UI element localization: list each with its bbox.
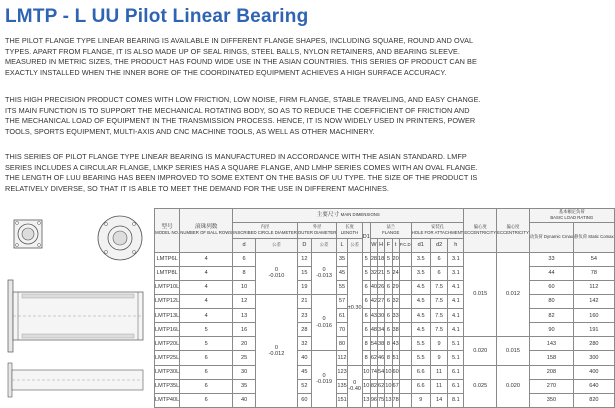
hole-d1-cell: 6.6 (411, 365, 430, 379)
length-cell: 45 (337, 266, 347, 280)
dynamic-load-cell: 350 (529, 393, 573, 407)
hole-h-cell: 4.1 (448, 295, 464, 309)
H-header: H (378, 238, 385, 252)
inner-diameter-cell: 35 (233, 379, 256, 393)
flange-w-cell: 96 (370, 393, 377, 407)
model-cell: LMTP25L (155, 351, 180, 365)
flange-t-cell: 29 (392, 281, 399, 295)
flange-t-cell: 78 (392, 393, 399, 407)
outer-diameter-cell: 40 (297, 351, 311, 365)
square-flange-bearing-drawing (98, 216, 142, 260)
inner-diameter-cell: 8 (233, 266, 256, 280)
balls-cell: 6 (180, 379, 233, 393)
hole-d2-cell: 7.5 (430, 281, 448, 295)
hole-header: 安装孔 HOLE FOR ATTACHMENT (411, 222, 464, 238)
flange-d1-cell: 10 (362, 379, 370, 393)
length-cell: 35 (337, 252, 347, 266)
d-header: d (233, 238, 256, 252)
L-header: L (337, 238, 347, 252)
flange-h-cell: 54 (378, 365, 385, 379)
model-cell: LMTP8L (155, 266, 180, 280)
table-row (155, 295, 615, 309)
pcd-cell (399, 281, 411, 295)
flange-f-cell: 10 (385, 379, 392, 393)
flange-t-cell: 20 (392, 252, 399, 266)
flange-d1-cell: 8 (362, 351, 370, 365)
outer-tol-cell: 0 -0.019 (311, 351, 337, 407)
flange-w-cell: 32 (370, 266, 377, 280)
dynamic-load-cell: 82 (529, 309, 573, 323)
hole-h-cell: 6.1 (448, 379, 464, 393)
table-row (155, 379, 615, 393)
outer-diameter-cell: 52 (297, 379, 311, 393)
static-load-cell: 191 (574, 323, 615, 337)
balls-cell: 6 (180, 351, 233, 365)
balls-header: 滚珠列数 NUMBER OF BALL ROWS (180, 209, 233, 253)
inner-diameter-cell: 40 (233, 393, 256, 407)
hole-d2-cell: 7.5 (430, 295, 448, 309)
hole-h-cell: 4.1 (448, 281, 464, 295)
ecc-b-cell: 0.020 (497, 365, 530, 407)
pcd-cell (399, 323, 411, 337)
length-cell: 70 (337, 323, 347, 337)
bearing-drawings (2, 208, 152, 404)
inner-header: 内径 INSCRIBED CIRCLE DIAMETER (233, 222, 298, 238)
static-load-cell: 142 (574, 295, 615, 309)
balls-cell: 4 (180, 281, 233, 295)
dynamic-load-cell: 90 (529, 323, 573, 337)
flange-w-cell: 40 (370, 281, 377, 295)
hole-d1-cell: 4.5 (411, 281, 430, 295)
table-row (155, 252, 615, 266)
outer-diameter-cell: 21 (297, 295, 311, 309)
hole-h-cell: 8.1 (448, 393, 464, 407)
flange-h-cell: 21 (378, 266, 385, 280)
inner-diameter-cell: 12 (233, 295, 256, 309)
hole-d2-cell: 9 (430, 337, 448, 351)
ecc-b-header: 偏心度 ECCENTRICITY (497, 209, 530, 253)
pcd-cell (399, 309, 411, 323)
table-row (155, 365, 615, 379)
flange-header: 法兰 FLANGE (370, 222, 411, 238)
balls-cell: 4 (180, 309, 233, 323)
inner-diameter-cell: 6 (233, 252, 256, 266)
dynamic-load-cell: 143 (529, 337, 573, 351)
spec-table-body (155, 252, 615, 407)
length-cell: 123 (337, 365, 347, 379)
static-load-cell: 280 (574, 337, 615, 351)
flange-h-cell: 75 (378, 393, 385, 407)
dynamic-load-cell: 270 (529, 379, 573, 393)
model-cell: LMTP6L (155, 252, 180, 266)
static-load-cell: 78 (574, 266, 615, 280)
pcd-header: P.C.D (399, 238, 411, 252)
W-header: W (370, 238, 377, 252)
hole-d1-cell: 9 (411, 393, 430, 407)
flange-f-cell: 6 (385, 309, 392, 323)
length-tol-cell: ±0.30 (347, 252, 362, 365)
length-tol-cell: 0 -0.40 (347, 365, 362, 407)
dynamic-load-cell: 44 (529, 266, 573, 280)
flange-d1-cell: 13 (362, 393, 370, 407)
F-header: F (385, 238, 392, 252)
hole-d2-cell: 11 (430, 365, 448, 379)
flange-f-cell: 8 (385, 351, 392, 365)
features-paragraph: THIS HIGH PRECISION PRODUCT COMES WITH LOW FRICTION, LOW NOISE, FIRM FLANGE, STABLE TRAVELING, AND EASY CHANGE. ITS MAIN FUNCTION IS TO SUPPORT THE MECHANICAL ROTATING BODY, SO AS TO REDUCE THE COEFFICIENT OF FRICTION AND THE MECHANICAL LOAD OF EQUIPMENT IN THE TRANSMISSION PROCESS. HENCE, IT IS NOW WIDELY USED IN PRINTERS, POWER TOOLS, SPORTS EQUIPMENT, MULTI-AXIS AND CNC MACHINE TOOLS, AS WELL AS OTHER MACHINERY. (5, 95, 481, 136)
hole-d2-cell: 6 (430, 266, 448, 280)
hole-d1-cell: 4.5 (411, 323, 430, 337)
flange-d1-cell: 10 (362, 365, 370, 379)
flange-h-cell: 62 (378, 379, 385, 393)
table-row (155, 323, 615, 337)
model-cell: LMTP20L (155, 337, 180, 351)
length-cell: 112 (337, 351, 347, 365)
flange-t-cell: 43 (392, 337, 399, 351)
flange-d1-cell: 5 (362, 266, 370, 280)
model-cell: LMTP12L (155, 295, 180, 309)
load-header: 基本额定负荷 BASIC LOAD RATING (529, 209, 614, 223)
outer-diameter-cell: 60 (297, 393, 311, 407)
series-paragraph: THIS SERIES OF PILOT FLANGE TYPE LINEAR BEARING IS MANUFACTURED IN ACCORDANCE WITH THE ASIAN STANDARD. LMFP SERIES INCLUDES A CIRCULAR FLANGE, LMKP SERIES HAS A SQUARE FLANGE, AND LMHP SERIES COMES WITH AN OVAL FLANGE. THE LENGTH OF LUU BEARING HAS BEEN IMPROVED TO SOME EXTENT ON THE BASIS OF UU TYPE. THE SIZE OF THE PRODUCT IS RELATIVELY DIVERSE, SO THAT IT IS ABLE TO MEET THE DEMAND FOR THE USE IN DIFFERENT MACHINES. (5, 152, 478, 193)
hole-d1-cell: 3.5 (411, 252, 430, 266)
d-tol-header: 公差 (256, 238, 298, 252)
static-load-cell: 820 (574, 393, 615, 407)
t-header: t (392, 238, 399, 252)
dynamic-load-cell: 60 (529, 281, 573, 295)
hole-d2-cell: 6 (430, 252, 448, 266)
flange-d1-cell: 5 (362, 252, 370, 266)
d1-header: d1 (411, 238, 430, 252)
outer-diameter-cell: 15 (297, 266, 311, 280)
hole-h-cell: 5.1 (448, 337, 464, 351)
balls-cell: 4 (180, 266, 233, 280)
flange-w-cell: 54 (370, 337, 377, 351)
flange-t-cell: 33 (392, 309, 399, 323)
ecc-cell: 0.015 (464, 252, 497, 337)
stat-header: 静负荷 Static Comax (574, 222, 615, 252)
inner-tol-cell: 0 -0.010 (256, 252, 298, 294)
model-header: 型号 MODEL NO. (155, 209, 180, 253)
pcd-cell (399, 379, 411, 393)
hole-d2-cell: 7.5 (430, 309, 448, 323)
dyn-header: 动负荷 Dynamic Cmax (529, 222, 573, 252)
table-row (155, 309, 615, 323)
hole-d1-cell: 4.5 (411, 295, 430, 309)
balls-cell: 6 (180, 393, 233, 407)
inner-tol-cell: 0 -0.012 (256, 295, 298, 408)
ecc-cell: 0.020 (464, 337, 497, 365)
ecc-b-cell: 0.012 (497, 252, 530, 337)
flange-t-cell: 67 (392, 379, 399, 393)
flange-f-cell: 5 (385, 266, 392, 280)
flange-t-cell: 24 (392, 266, 399, 280)
outer-diameter-cell: 19 (297, 281, 311, 295)
hole-d1-cell: 6.6 (411, 379, 430, 393)
flange-w-cell: 42 (370, 295, 377, 309)
flange-w-cell: 43 (370, 309, 377, 323)
hole-h-cell: 5.1 (448, 351, 464, 365)
flange-w-cell: 74 (370, 365, 377, 379)
L-tol-header: 公差 (347, 238, 362, 252)
outer-diameter-cell: 12 (297, 252, 311, 266)
outer-diameter-cell: 32 (297, 337, 311, 351)
flange-d1-cell: 6 (362, 323, 370, 337)
flange-h-cell: 46 (378, 351, 385, 365)
flange-t-cell: 51 (392, 351, 399, 365)
flange-f-cell: 8 (385, 337, 392, 351)
flange-d1-cell: 8 (362, 337, 370, 351)
round-flange-bearing-drawing (14, 220, 42, 248)
static-load-cell: 640 (574, 379, 615, 393)
outer-tol-cell: 0 -0.013 (311, 252, 337, 294)
dynamic-load-cell: 208 (529, 365, 573, 379)
spec-table (154, 208, 615, 408)
pcd-cell (399, 266, 411, 280)
dynamic-load-cell: 33 (529, 252, 573, 266)
balls-cell: 4 (180, 295, 233, 309)
hole-h-cell: 4.1 (448, 323, 464, 337)
inner-diameter-cell: 16 (233, 323, 256, 337)
flange-d1-cell: 6 (362, 295, 370, 309)
main-dims-header: 主要尺寸 MAIN DIMENSIONS (233, 209, 464, 223)
length-cell: 151 (337, 393, 347, 407)
flange-t-cell: 60 (392, 365, 399, 379)
flange-h-cell: 38 (378, 337, 385, 351)
flange-f-cell: 6 (385, 323, 392, 337)
flange-w-cell: 82 (370, 379, 377, 393)
outer-diameter-cell: 45 (297, 365, 311, 379)
table-row (155, 266, 615, 280)
bearing-side-view-drawing (8, 280, 143, 352)
balls-cell: 5 (180, 337, 233, 351)
ecc-header: 偏心度 ECCENTRICITY (464, 209, 497, 253)
table-row (155, 351, 615, 365)
length-cell: 57 (337, 295, 347, 309)
inner-diameter-cell: 10 (233, 281, 256, 295)
inner-diameter-cell: 13 (233, 309, 256, 323)
d2-header: d2 (430, 238, 448, 252)
pcd-cell (399, 351, 411, 365)
hole-d1-cell: 5.5 (411, 337, 430, 351)
outer-tol-cell: 0 -0.016 (311, 295, 337, 351)
static-load-cell: 400 (574, 365, 615, 379)
dynamic-load-cell: 158 (529, 351, 573, 365)
static-load-cell: 112 (574, 281, 615, 295)
flange-h-cell: 18 (378, 252, 385, 266)
dynamic-load-cell: 80 (529, 295, 573, 309)
flange-f-cell: 10 (385, 365, 392, 379)
flange-f-cell: 6 (385, 281, 392, 295)
hole-d2-cell: 14 (430, 393, 448, 407)
flange-w-cell: 62 (370, 351, 377, 365)
model-cell: LMTP35L (155, 379, 180, 393)
hole-d1-cell: 4.5 (411, 309, 430, 323)
outer-header: 外径 OUTER DIAMETER (297, 222, 336, 238)
static-load-cell: 160 (574, 309, 615, 323)
h-header: h (448, 238, 464, 252)
model-cell: LMTP10L (155, 281, 180, 295)
length-cell: 80 (337, 337, 347, 351)
outer-diameter-cell: 23 (297, 309, 311, 323)
hole-d2-cell: 11 (430, 379, 448, 393)
inner-diameter-cell: 25 (233, 351, 256, 365)
ecc-cell: 0.025 (464, 365, 497, 407)
model-cell: LMTP16L (155, 323, 180, 337)
flange-h-cell: 27 (378, 295, 385, 309)
flange-f-cell: 6 (385, 295, 392, 309)
ecc-b-cell: 0.015 (497, 337, 530, 365)
page-title: LMTP - L UU Pilot Linear Bearing (5, 6, 309, 27)
intro-paragraph: THE PILOT FLANGE TYPE LINEAR BEARING IS AVAILABLE IN DIFFERENT FLANGE SHAPES, INCLUDING SQUARE, ROUND AND OVAL TYPES. APART FROM FLANGE, IT IS ALSO MADE UP OF SEAL RINGS, STEEL BALLS, NYLON RETAINERS, AND BEARING SLEEVE. MEASURED IN METRIC SIZES, THE PRODUCT HAS FOUND WIDE USE IN THE ASIAN COUNTRIES. THIS SERIES OF PRODUCT CAN BE EXACTLY INSTALLED WHEN THE INNER BORE OF THE COORDINATED EQUIPMENT ACHIEVES A HIGH SURFACE ACCURACY. (5, 36, 477, 77)
flange-h-cell: 30 (378, 309, 385, 323)
flange-t-cell: 38 (392, 323, 399, 337)
outer-diameter-cell: 28 (297, 323, 311, 337)
model-cell: LMTP13L (155, 309, 180, 323)
pcd-cell (399, 393, 411, 407)
flange-h-cell: 26 (378, 281, 385, 295)
D-header: D (297, 238, 311, 252)
balls-cell: 6 (180, 365, 233, 379)
flange-f-cell: 13 (385, 393, 392, 407)
hole-h-cell: 3.1 (448, 266, 464, 280)
balls-cell: 5 (180, 323, 233, 337)
hole-d2-cell: 9 (430, 351, 448, 365)
flange-w-cell: 28 (370, 252, 377, 266)
hole-d2-cell: 7.5 (430, 323, 448, 337)
pcd-cell (399, 252, 411, 266)
static-load-cell: 54 (574, 252, 615, 266)
d1-col-header: D1 (362, 222, 370, 252)
hole-h-cell: 6.1 (448, 365, 464, 379)
pcd-cell (399, 337, 411, 351)
length-cell: 135 (337, 379, 347, 393)
hole-d1-cell: 3.5 (411, 266, 430, 280)
bearing-section-drawing (8, 363, 143, 397)
D-tol-header: 公差 (311, 238, 337, 252)
flange-h-cell: 34 (378, 323, 385, 337)
length-cell: 55 (337, 281, 347, 295)
table-row (155, 281, 615, 295)
flange-t-cell: 32 (392, 295, 399, 309)
flange-d1-cell: 6 (362, 281, 370, 295)
static-load-cell: 300 (574, 351, 615, 365)
length-header: 长度 LENGTH (337, 222, 362, 238)
hole-h-cell: 4.1 (448, 309, 464, 323)
pcd-cell (399, 295, 411, 309)
model-cell: LMTP40L (155, 393, 180, 407)
model-cell: LMTP30L (155, 365, 180, 379)
flange-w-cell: 48 (370, 323, 377, 337)
hole-h-cell: 3.1 (448, 252, 464, 266)
table-row (155, 393, 615, 407)
inner-diameter-cell: 30 (233, 365, 256, 379)
inner-diameter-cell: 20 (233, 337, 256, 351)
flange-f-cell: 5 (385, 252, 392, 266)
flange-d1-cell: 6 (362, 309, 370, 323)
hole-d1-cell: 5.5 (411, 351, 430, 365)
table-row (155, 337, 615, 351)
length-cell: 61 (337, 309, 347, 323)
balls-cell: 4 (180, 252, 233, 266)
pcd-cell (399, 365, 411, 379)
